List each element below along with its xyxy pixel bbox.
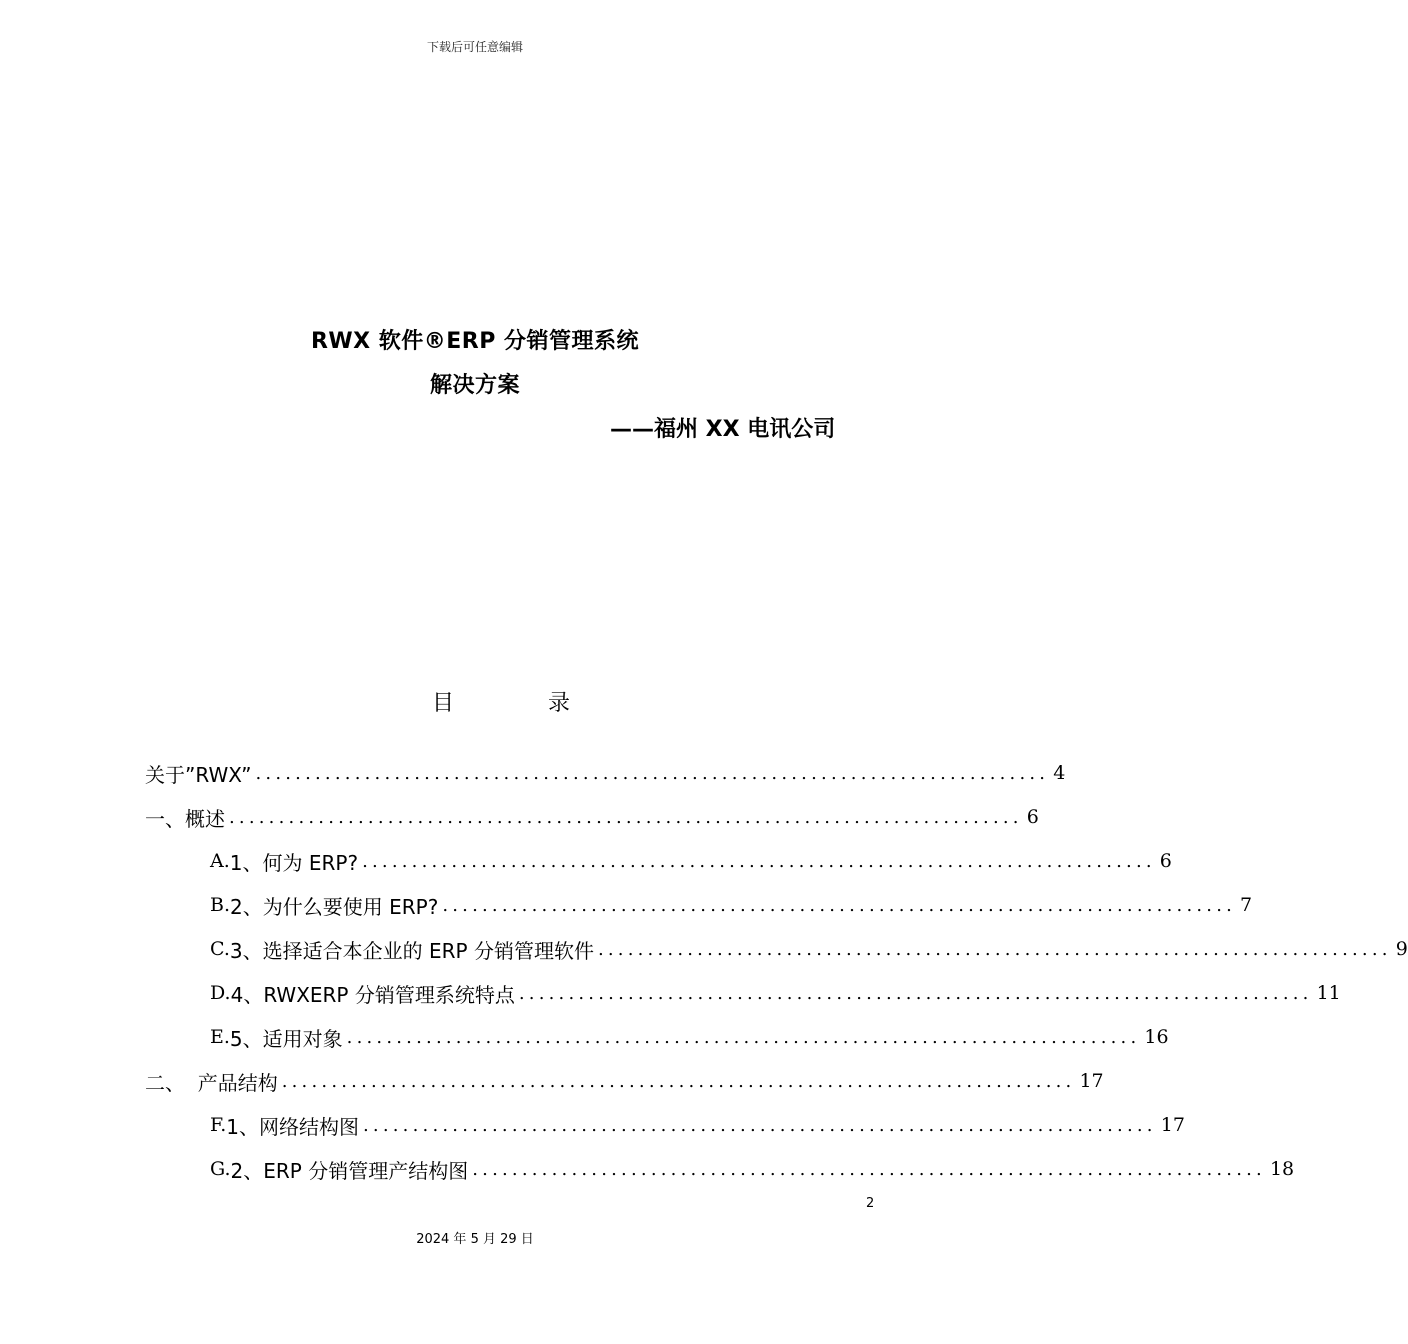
toc-entry-label: 4、RWXERP 分销管理系统特点 xyxy=(230,982,515,1007)
toc-entry-a[interactable] xyxy=(210,844,1172,878)
toc-entry-label: 2、为什么要使用 ERP? xyxy=(230,894,439,919)
toc-entry-label: 1、网络结构图 xyxy=(226,1114,359,1139)
toc-entry-page: 7 xyxy=(1240,894,1253,916)
toc-entry-overview[interactable] xyxy=(145,800,1039,834)
toc-entry-d[interactable] xyxy=(210,976,1341,1010)
toc-leader-dots: ................................................................................ xyxy=(255,762,1050,784)
toc-entry-page: 11 xyxy=(1316,982,1341,1004)
toc-leader-dots: ................................................................................ xyxy=(346,1026,1141,1048)
toc-entry-letter: D. xyxy=(210,982,231,1004)
toc-entry-b[interactable] xyxy=(210,888,1253,922)
document-subtitle: 解决方案 xyxy=(429,373,520,398)
toc-entry-page: 9 xyxy=(1395,938,1408,960)
toc-entry-product-structure[interactable] xyxy=(145,1064,1104,1098)
page-number: 2 xyxy=(866,1196,875,1211)
toc-leader-dots: ................................................................................ xyxy=(281,1070,1076,1092)
toc-heading-char-2: 录 xyxy=(548,691,571,716)
footer-date: 2024 年 5 月 29 日 xyxy=(416,1232,534,1247)
toc-entry-label: 二、 产品结构 xyxy=(145,1070,278,1095)
toc-leader-dots: ................................................................................ xyxy=(442,894,1237,916)
document-title: RWX 软件®ERP 分销管理系统 xyxy=(310,329,640,354)
toc-entry-page: 17 xyxy=(1160,1114,1185,1136)
toc-heading-char-1: 目 xyxy=(432,691,455,716)
toc-entry-page: 16 xyxy=(1144,1026,1169,1048)
toc-entry-letter: B. xyxy=(210,894,231,916)
toc-entry-about[interactable] xyxy=(145,756,1066,790)
toc-entry-letter: G. xyxy=(210,1158,231,1180)
toc-entry-g[interactable] xyxy=(210,1152,1295,1186)
toc-entry-label: 5、适用对象 xyxy=(229,1026,343,1051)
toc-leader-dots: ................................................................................ xyxy=(362,850,1156,872)
header-note: 下载后可任意编辑 xyxy=(426,40,523,54)
toc-entry-label: 2、ERP 分销管理产结构图 xyxy=(230,1158,469,1183)
toc-entry-e[interactable] xyxy=(210,1020,1169,1054)
toc-entry-label: 一、概述 xyxy=(145,806,225,831)
toc-entry-page: 18 xyxy=(1269,1158,1295,1180)
toc-leader-dots: ................................................................................ xyxy=(229,806,1023,828)
toc-entry-letter: F. xyxy=(210,1114,227,1136)
toc-entry-f[interactable] xyxy=(210,1108,1185,1142)
toc-entry-label: 3、选择适合本企业的 ERP 分销管理软件 xyxy=(229,938,594,963)
toc-leader-dots: ................................................................................ xyxy=(597,938,1392,960)
toc-entry-page: 17 xyxy=(1079,1070,1104,1092)
toc-entry-letter: A. xyxy=(210,850,230,872)
toc-entry-c[interactable] xyxy=(210,932,1408,966)
toc-entry-letter: C. xyxy=(210,938,230,960)
toc-leader-dots: ................................................................................ xyxy=(472,1158,1266,1180)
toc-entry-letter: E. xyxy=(210,1026,230,1048)
toc-entry-page: 6 xyxy=(1159,850,1172,872)
toc-entry-label: 1、何为 ERP? xyxy=(229,850,359,875)
toc-leader-dots: ................................................................................ xyxy=(363,1114,1157,1136)
company-name: ——福州 XX 电讯公司 xyxy=(610,417,836,442)
toc-entry-page: 6 xyxy=(1026,806,1039,828)
toc-entry-label: 关于”RWX” xyxy=(145,762,252,787)
toc-leader-dots: ................................................................................ xyxy=(518,982,1313,1004)
toc-entry-page: 4 xyxy=(1053,762,1066,784)
